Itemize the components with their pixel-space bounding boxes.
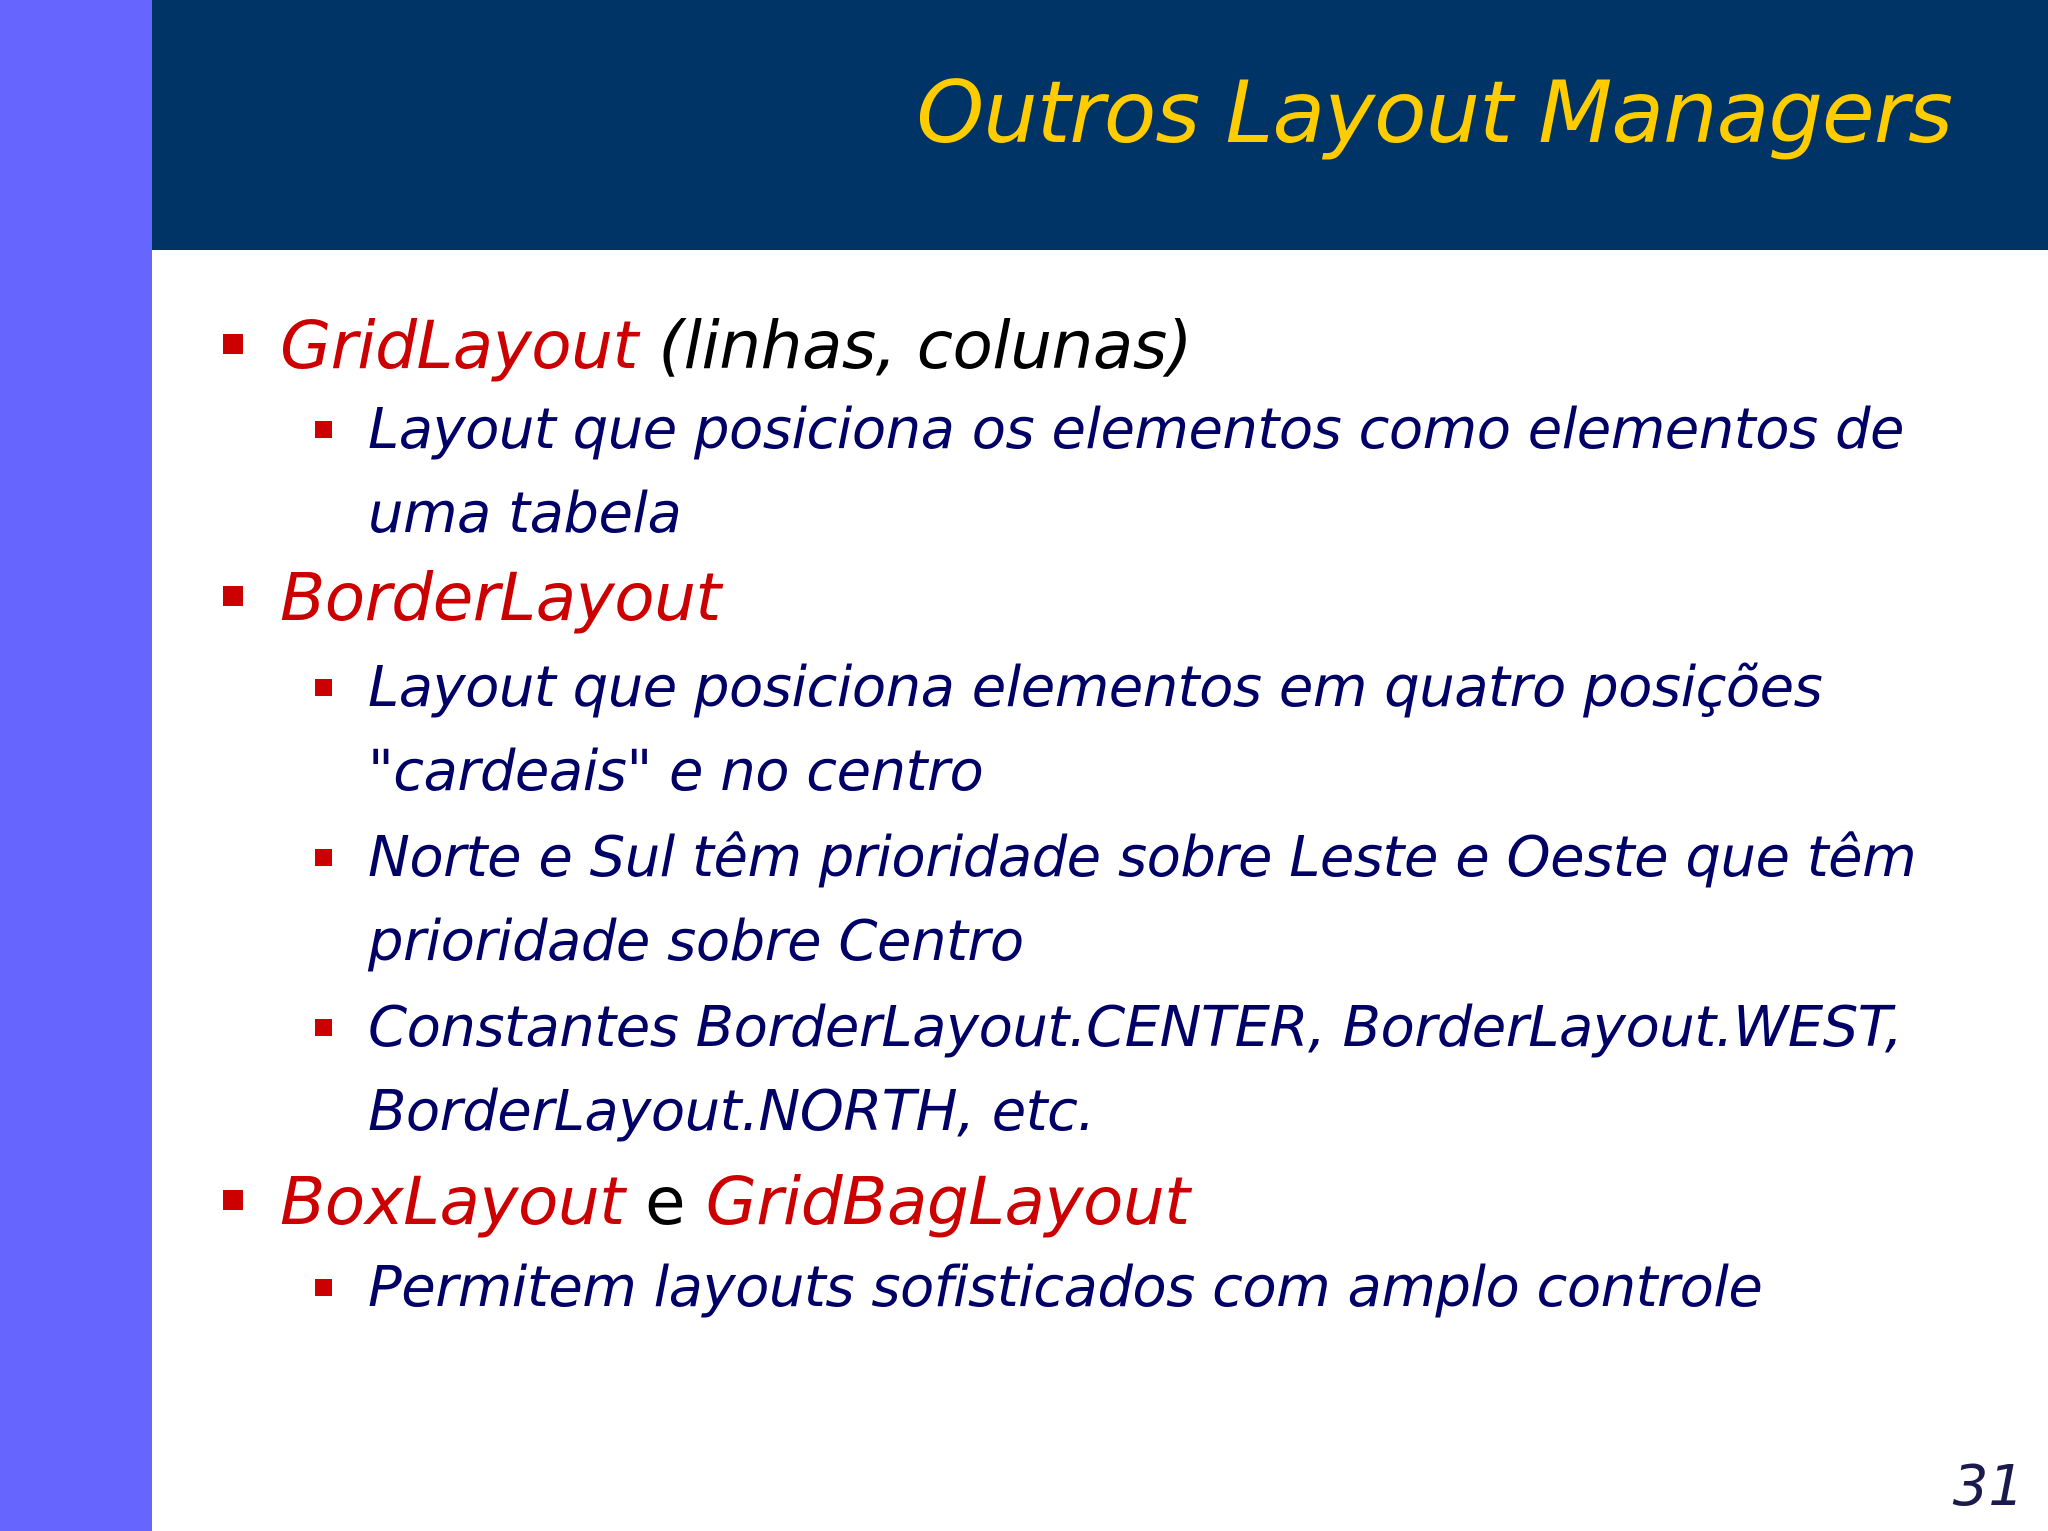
- left-accent-bar: [0, 0, 152, 1531]
- sub-bullet-text: Layout que posiciona os elementos como elementos de uma tabela: [368, 397, 1904, 546]
- slide-body: [220, 300, 1960, 1330]
- square-bullet-icon: [315, 849, 332, 866]
- square-bullet-icon: [315, 1279, 332, 1296]
- gridlayout-params: (linhas, colunas): [637, 307, 1192, 384]
- square-bullet-icon: [223, 586, 243, 606]
- title-banner: [152, 0, 2048, 250]
- sub-bullet-borderlayout-constants: [315, 986, 1960, 1154]
- bullet-borderlayout: [220, 558, 1960, 638]
- conjunction-e: e: [624, 1163, 706, 1240]
- square-bullet-icon: [223, 1190, 243, 1210]
- square-bullet-icon: [223, 334, 243, 354]
- sub-bullet-text: Constantes BorderLayout.CENTER, BorderLayout.WEST, BorderLayout.NORTH, etc.: [368, 995, 1903, 1144]
- page-number: 31: [1952, 1454, 2024, 1519]
- square-bullet-icon: [315, 1019, 332, 1036]
- bullet-gridlayout: [220, 306, 1960, 386]
- square-bullet-icon: [315, 679, 332, 696]
- keyword-boxlayout: BoxLayout: [280, 1163, 625, 1240]
- bullet-boxlayout-gridbaglayout: [220, 1162, 1960, 1242]
- square-bullet-icon: [315, 421, 332, 438]
- sub-bullet-advanced-layouts: [315, 1246, 1960, 1330]
- sub-bullet-text: Norte e Sul têm prioridade sobre Leste e Oeste que têm prioridade sobre Centro: [368, 825, 1917, 974]
- keyword-borderlayout: BorderLayout: [280, 559, 721, 636]
- slide-title: Outros Layout Managers: [916, 63, 1952, 163]
- sub-bullet-borderlayout-positions: [315, 646, 1960, 814]
- sub-bullet-borderlayout-priority: [315, 816, 1960, 984]
- keyword-gridbaglayout: GridBagLayout: [705, 1163, 1190, 1240]
- sub-bullet-text: Permitem layouts sofisticados com amplo controle: [368, 1255, 1763, 1320]
- sub-bullet-text: Layout que posiciona elementos em quatro posições "cardeais" e no centro: [368, 655, 1823, 804]
- keyword-gridlayout: GridLayout: [280, 307, 638, 384]
- sub-bullet-gridlayout-desc: [315, 388, 1960, 556]
